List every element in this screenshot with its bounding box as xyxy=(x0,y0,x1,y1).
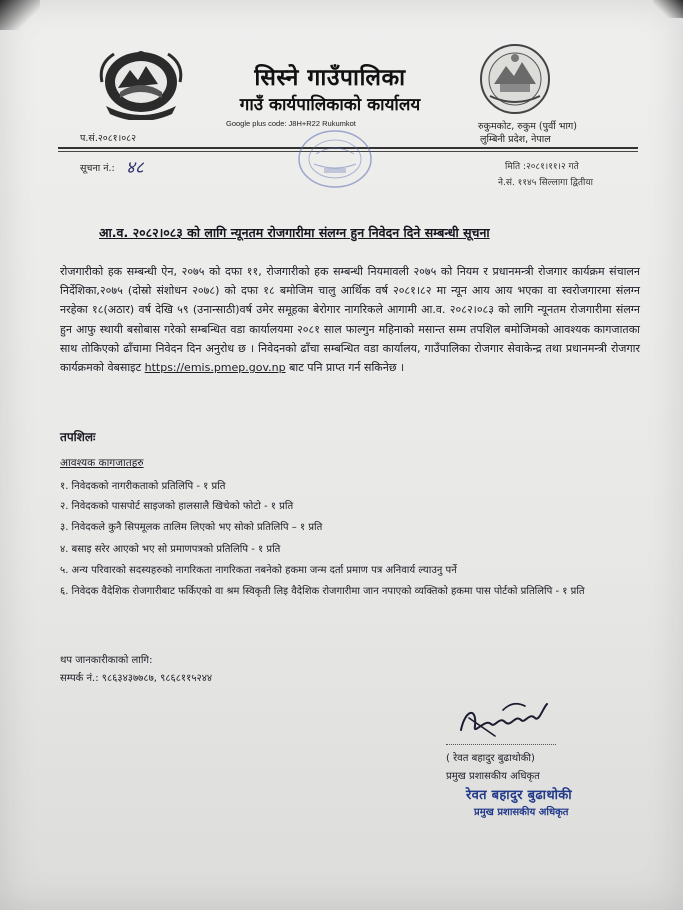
details-heading: तपशिलः xyxy=(60,430,96,444)
body-text-part: रोजगारीको हक सम्बन्धी ऐन, २०७५ को दफा ११, रोजगारीको हक सम्बन्धी नियमावली २०७५ को नियम र प्रधानमन्त्री रोजगार कार्यक्रम संचालन निर्देशिका,२०७५ (दोस्रो संशोधन २०७८) को दफा १८ बमोजिम चालु आर्थिक वर्ष २०८१।८२ मा न्यून आय आय भएका वा स्वरोजगारमा संलग्न नरहेका १८(अठार) वर्ष देखि ५९ (उनान्साठी)वर्ष उमेर समूहका बेरोगार नागरिकले आगामी आ.व. २०८२।०८३ को लागि न्यूनतम रोजगारीमा संलग्न हुन आफु स्थायी बसोबास गरेको सम्बन्धित वडा कार्यालयमा २०८१ साल फाल्गुन महिनाको मसान्त सम्म तपशिल बमोजिमको आवश्यक कागजातका साथ तोकिएको ढाँचामा निवेदन दिन अनुरोध छ । निवेदनको ढाँचा सम्बन्धित वडा कार्यालय, गाउँपालिका रोजगार सेवाकेन्द्र तथा प्रधानमन्त्री रोजगार कार्यक्रमको वेबसाइट xyxy=(60,265,640,375)
address-line-2: लुम्बिनी प्रदेश, नेपाल xyxy=(480,134,551,145)
list-item: ३. निवेदकले कुनै सिपमूलक तालिम लिएको भए सोको प्रतिलिपि – १ प्रति xyxy=(60,522,323,533)
nepal-samvat-date: ने.सं. ११४५ सिल्लागा द्वितीया xyxy=(498,178,593,188)
background-corner xyxy=(653,0,683,18)
list-item: २. निवेदकको पासपोर्ट साइजको हालसालै खिचेको फोटो - १ प्रति xyxy=(60,501,294,512)
notice-number-label: सूचना नं.: xyxy=(80,163,115,174)
list-item: ५. अन्य परिवारको सदस्यहरुको नागरिकता नागरिकता नबनेको हकमा जन्म दर्ता प्रमाण पत्र अनिवार्य ल्याउनु पर्ने xyxy=(60,565,457,576)
notice-date: मिति :२०८१।११।२ गते xyxy=(505,162,579,172)
municipality-logo-icon xyxy=(476,42,554,116)
notice-number-handwritten: ४८ xyxy=(126,158,144,178)
website-link[interactable]: https://emis.pmep.gov.np xyxy=(144,361,286,375)
list-item: ६. निवेदक वैदेशिक रोजगारीबाट फर्किएको वा श्रम स्विकृती लिइ वैदेशिक रोजगारीमा जान नपाएको व्यक्तिको हकमा पास पोर्टको प्रतिलिपि - १ प्रति xyxy=(60,586,585,597)
address-line-1: रुकुमकोट, रुकुम (पुर्वी भाग) xyxy=(478,121,577,132)
signatory-name: ( रेवत बहादुर बुढाथोकी) xyxy=(446,753,535,764)
contact-label: थप जानकारीकाको लागि: xyxy=(60,655,153,666)
notice-subject: आ.व. २०८२।०८३ को लागि न्यूनतम रोजगारीमा संलग्न हुन निवेदन दिने सम्बन्धी सूचना xyxy=(99,225,490,240)
required-documents-heading: आवश्यक कागजातहरु xyxy=(60,457,144,469)
signatory-title: प्रमुख प्रशासकीय अधिकृत xyxy=(446,771,540,782)
notice-body-paragraph xyxy=(60,262,640,377)
list-item: १. निवेदकको नागरीकताको प्रतिलिपि - १ प्रति xyxy=(60,481,226,492)
reference-number: प.सं.२०८१।०८२ xyxy=(80,133,137,144)
office-stamp-icon xyxy=(296,128,374,190)
organization-subtitle: गाउँ कार्यपालिकाको कार्यालय xyxy=(239,95,421,115)
handwritten-signature-icon xyxy=(455,696,555,744)
seal-title-stamp: प्रमुख प्रशासकीय अधिकृत xyxy=(474,807,569,818)
background-corner xyxy=(0,0,40,30)
signature-line xyxy=(446,744,556,745)
seal-name-stamp: रेवत बहादुर बुढाथोकी xyxy=(466,788,572,803)
nepal-emblem-icon xyxy=(98,48,184,120)
body-text-part: बाट पनि प्राप्त गर्न सकिनेछ । xyxy=(285,361,405,375)
list-item: ४. बसाइ सरेर आएको भए सो प्रमाणपत्रको प्रतिलिपि - १ प्रति xyxy=(60,544,281,555)
contact-numbers: सम्पर्क नं.: ९८६३४३७७८७, ९८६८११५२४४ xyxy=(60,673,213,684)
organization-title: सिस्ने गाउँपालिका xyxy=(254,65,406,91)
google-plus-code: Google plus code: J8H+R22 Rukumkot xyxy=(226,119,356,128)
